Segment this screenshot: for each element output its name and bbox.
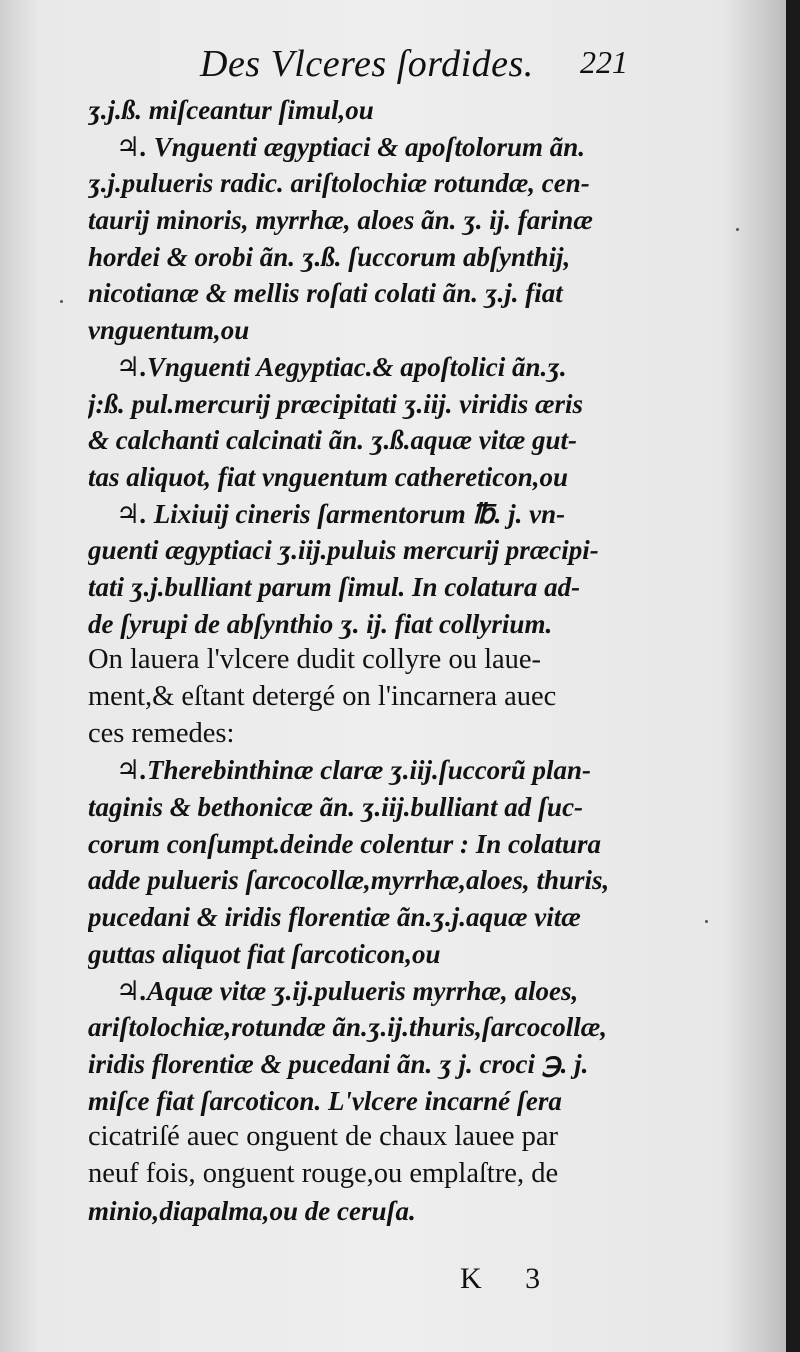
ink-speck xyxy=(736,228,739,231)
text-line: cicatriſé auec onguent de chaux lauee par xyxy=(88,1121,558,1153)
text-line: ariſtolochiæ,rotundæ ãn.ʒ.ij.thuris,ſarcocollæ, xyxy=(88,1012,608,1043)
text-line: neuf fois, onguent rouge,ou emplaſtre, de xyxy=(88,1157,559,1189)
text-line: ʒ.j.pulueris radic. ariſtolochiæ rotundæ, cen- xyxy=(88,168,590,199)
text-line: de ſyrupi de abſynthio ʒ. ij. fiat collyrium. xyxy=(88,608,553,639)
text-line: ment,& eſtant detergé on l'incarnera auec xyxy=(88,681,557,712)
text-line: miſce fiat ſarcoticon. L'vlcere incarné ſera xyxy=(88,1085,562,1116)
text-line: adde pulueris ſarcocollæ,myrrhæ,aloes, thuris, xyxy=(88,865,610,896)
text-line: vnguentum,ou xyxy=(88,315,250,346)
page-header xyxy=(0,42,786,92)
page-number: 221 xyxy=(580,44,628,80)
text-line: ♃. Lixiuij cineris ſarmentorum ℔. j. vn- xyxy=(116,498,566,529)
text-line: ♃.Aquæ vitæ ʒ.ij.pulueris myrrhæ, aloes, xyxy=(116,975,579,1006)
text-line: j:ß. pul.mercurij præcipitati ʒ.iij. viridis æris xyxy=(88,388,584,419)
text-line: ♃.Therebinthinæ claræ ʒ.iij.ſuccorũ plan- xyxy=(116,755,591,786)
text-line: guttas aliquot fiat ſarcoticon,ou xyxy=(88,938,441,969)
text-line: taginis & bethonicæ ãn. ʒ.iij.bulliant ad ſuc- xyxy=(88,792,584,823)
text-line: hordei & orobi ãn. ʒ.ß. ſuccorum abſynthij, xyxy=(88,241,571,272)
text-line: & calchanti calcinati ãn. ʒ.ß.aquæ vitæ gut- xyxy=(88,425,577,456)
text-line: taurij minoris, myrrhæ, aloes ãn. ʒ. ij. farinæ xyxy=(88,205,593,236)
page-edge-shadow xyxy=(786,0,800,1352)
text-line: On lauera l'vlcere dudit collyre ou laue- xyxy=(88,644,542,676)
signature-mark: K 3 xyxy=(460,1262,559,1295)
text-line: tas aliquot, fiat vnguentum cathereticon,ou xyxy=(88,461,569,492)
page-footer xyxy=(0,1262,786,1302)
text-line: iridis florentiæ & pucedani ãn. ʒ j. croci ℈. j. xyxy=(88,1048,589,1079)
running-head: Des Vlceres ſordides. xyxy=(200,43,534,85)
text-line: ʒ.j.ß. miſceantur ſimul,ou xyxy=(88,95,374,125)
ink-speck xyxy=(705,920,708,923)
text-line: minio,diapalma,ou de ceruſa. xyxy=(88,1195,416,1226)
text-line: ♃. Vnguenti ægyptiaci & apoſtolorum ãn. xyxy=(116,131,586,162)
text-line: guenti ægyptiaci ʒ.iij.puluis mercurij præcipi- xyxy=(88,535,599,566)
text-line: ces remedes: xyxy=(88,717,235,749)
text-line: pucedani & iridis florentiæ ãn.ʒ.j.aquæ vitæ xyxy=(88,902,581,933)
text-line: tati ʒ.j.bulliant parum ſimul. In colatura ad- xyxy=(88,571,581,602)
ink-speck xyxy=(60,300,63,303)
text-line: ♃.Vnguenti Aegyptiac.& apoſtolici ãn.ʒ. xyxy=(116,351,567,382)
text-line: nicotianæ & mellis roſati colati ãn. ʒ.j. fiat xyxy=(88,278,563,309)
body-text xyxy=(88,92,668,1229)
text-line: corum conſumpt.deinde colentur : In colatura xyxy=(88,828,602,859)
